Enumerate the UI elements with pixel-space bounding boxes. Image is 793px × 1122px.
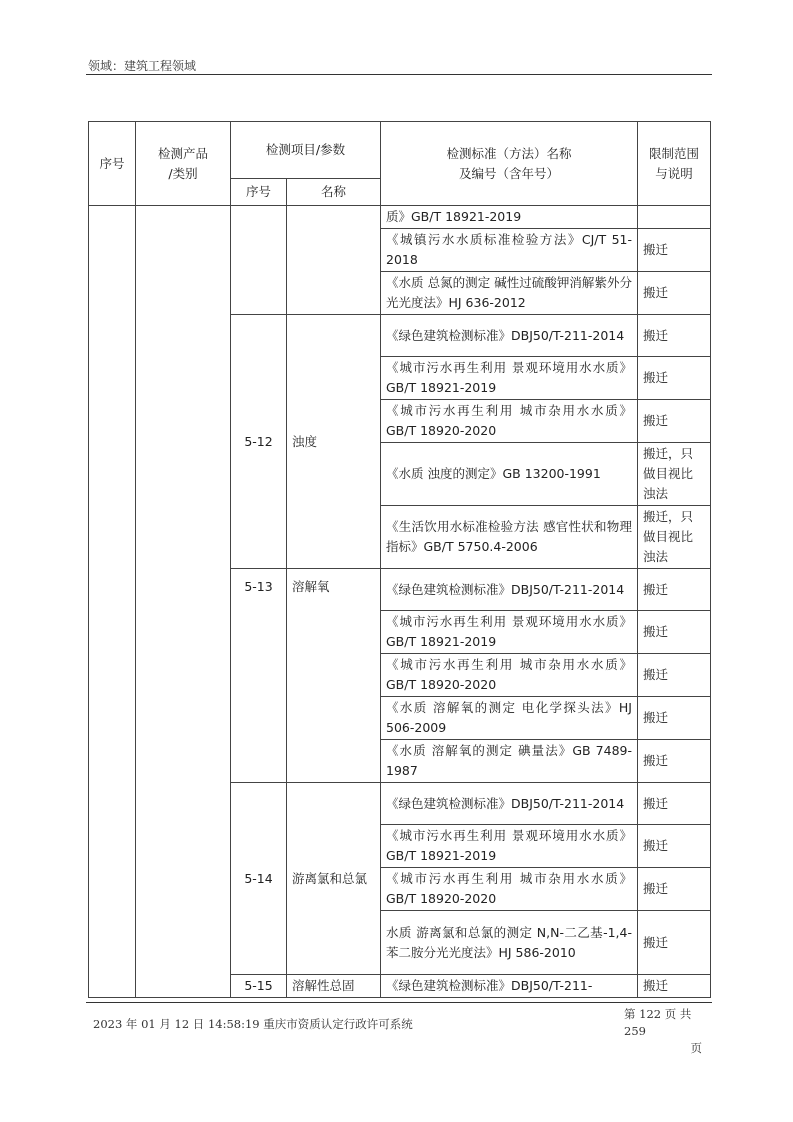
col-header-product: 检测产品 /类别 <box>136 122 231 206</box>
cell-limit: 搬迁，只做目视比浊法 <box>638 443 711 506</box>
cell-item-no: 5-13 <box>231 569 287 783</box>
col-header-item: 检测项目/参数 <box>231 122 381 179</box>
cell-standard: 水质 游离氯和总氯的测定 N,N-二乙基-1,4-苯二胺分光光度法》HJ 586-2010 <box>381 911 638 975</box>
page-number-line2: 页 <box>690 1041 702 1055</box>
cell-limit: 搬迁 <box>638 975 711 998</box>
cell-no <box>89 206 136 998</box>
cell-standard: 《绿色建筑检测标准》DBJ50/T-211-2014 <box>381 569 638 611</box>
cell-standard: 《城市污水再生利用 景观环境用水水质》GB/T 18921-2019 <box>381 611 638 654</box>
cell-standard: 《水质 溶解氧的测定 碘量法》GB 7489-1987 <box>381 740 638 783</box>
spec-table <box>88 121 711 998</box>
cell-standard: 质》GB/T 18921-2019 <box>381 206 638 229</box>
col-header-item-name: 名称 <box>287 179 381 206</box>
cell-standard: 《城市污水再生利用 城市杂用水水质》GB/T 18920-2020 <box>381 400 638 443</box>
cell-limit: 搬迁 <box>638 911 711 975</box>
cell-item-no: 5-15 <box>231 975 287 998</box>
cell-standard: 《城市污水再生利用 景观环境用水水质》GB/T 18921-2019 <box>381 825 638 868</box>
cell-limit: 搬迁 <box>638 569 711 611</box>
cell-item-name: 溶解性总固 <box>287 975 381 998</box>
cell-limit: 搬迁 <box>638 400 711 443</box>
cell-standard: 《水质 总氮的测定 碱性过硫酸钾消解紫外分光光度法》HJ 636-2012 <box>381 272 638 315</box>
cell-standard: 《绿色建筑检测标准》DBJ50/T-211-2014 <box>381 315 638 357</box>
footer-rule <box>86 1002 712 1003</box>
footer-timestamp: 2023 年 01 月 12 日 14:58:19 重庆市资质认定行政许可系统 <box>93 1017 413 1031</box>
col-header-no: 序号 <box>89 122 136 206</box>
cell-limit: 搬迁 <box>638 611 711 654</box>
cell-limit: 搬迁 <box>638 654 711 697</box>
header-rule <box>86 74 712 75</box>
cell-standard: 《生活饮用水标准检验方法 感官性状和物理指标》GB/T 5750.4-2006 <box>381 506 638 569</box>
cell-item-name: 溶解氧 <box>287 569 381 783</box>
cell-standard: 《绿色建筑检测标准》DBJ50/T-211- <box>381 975 638 998</box>
cell-standard: 《水质 浊度的测定》GB 13200-1991 <box>381 443 638 506</box>
table-row <box>89 206 711 229</box>
col-header-limit: 限制范围 与说明 <box>638 122 711 206</box>
cell-standard: 《城市污水再生利用 景观环境用水水质》GB/T 18921-2019 <box>381 357 638 400</box>
domain-header: 领域：建筑工程领域 <box>88 59 197 73</box>
cell-limit: 搬迁 <box>638 825 711 868</box>
footer-page-number <box>624 1006 714 1057</box>
cell-item-no: 5-12 <box>231 315 287 569</box>
cell-standard: 《水质 溶解氧的测定 电化学探头法》HJ 506-2009 <box>381 697 638 740</box>
cell-item-name <box>287 206 381 315</box>
cell-item-no: 5-14 <box>231 783 287 975</box>
cell-limit: 搬迁 <box>638 357 711 400</box>
cell-standard: 《城市污水再生利用 城市杂用水水质》GB/T 18920-2020 <box>381 868 638 911</box>
cell-limit: 搬迁，只做目视比浊法 <box>638 506 711 569</box>
cell-limit: 搬迁 <box>638 272 711 315</box>
cell-limit: 搬迁 <box>638 697 711 740</box>
cell-limit: 搬迁 <box>638 868 711 911</box>
page-number-line1: 第 122 页 共 259 <box>624 1007 692 1038</box>
cell-limit: 搬迁 <box>638 315 711 357</box>
cell-limit: 搬迁 <box>638 740 711 783</box>
cell-product <box>136 206 231 998</box>
cell-standard: 《绿色建筑检测标准》DBJ50/T-211-2014 <box>381 783 638 825</box>
cell-item-no <box>231 206 287 315</box>
cell-limit <box>638 206 711 229</box>
cell-limit: 搬迁 <box>638 229 711 272</box>
col-header-item-no: 序号 <box>231 179 287 206</box>
cell-standard: 《城镇污水水质标准检验方法》CJ/T 51-2018 <box>381 229 638 272</box>
cell-limit: 搬迁 <box>638 783 711 825</box>
cell-item-name: 游离氯和总氯 <box>287 783 381 975</box>
col-header-standard: 检测标准（方法）名称 及编号（含年号） <box>381 122 638 206</box>
cell-item-name: 浊度 <box>287 315 381 569</box>
cell-standard: 《城市污水再生利用 城市杂用水水质》GB/T 18920-2020 <box>381 654 638 697</box>
